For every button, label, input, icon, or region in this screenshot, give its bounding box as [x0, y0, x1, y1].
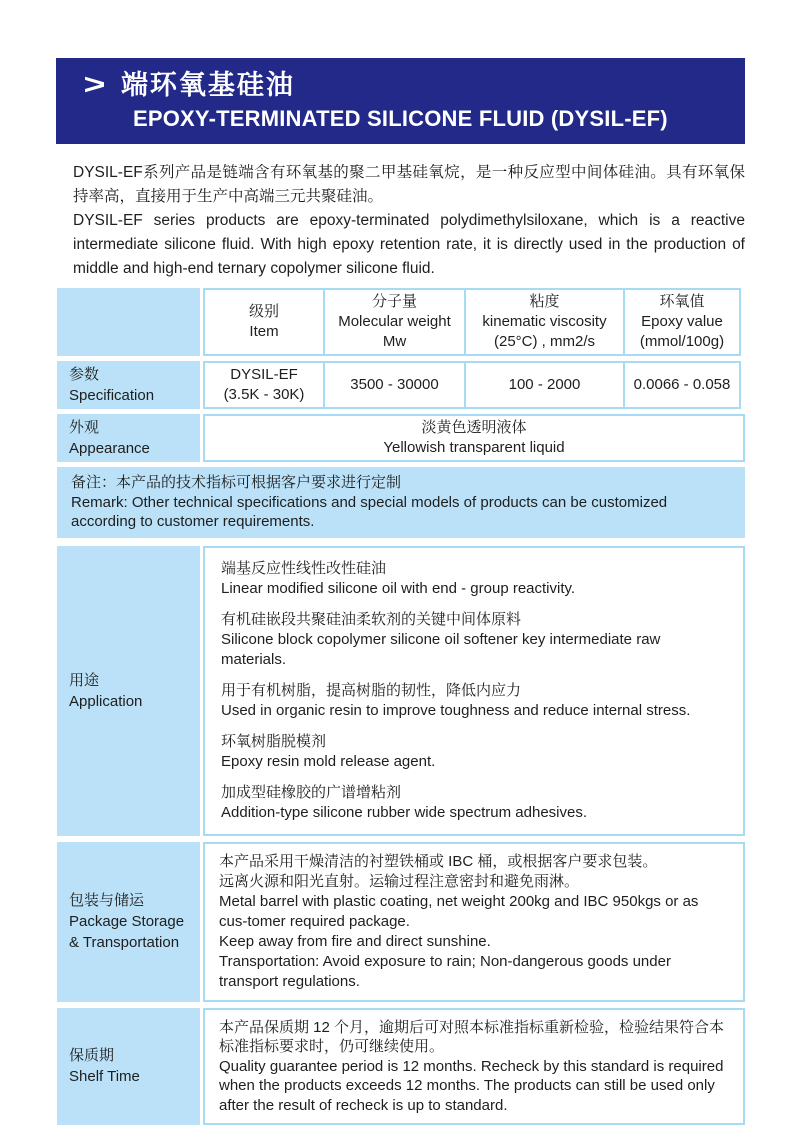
specification-table — [57, 288, 745, 1125]
package-line-en: Keep away from fire and direct sunshine. — [219, 932, 491, 952]
col-header-epoxy-value — [623, 288, 741, 356]
appearance-value-zh: 淡黄色透明液体 — [421, 418, 526, 438]
row-label-specification — [57, 361, 200, 409]
spec-viscosity-cell — [464, 361, 625, 409]
application-row — [57, 546, 745, 836]
col-header-mw-sub: Mw — [383, 332, 406, 352]
intro-paragraph-en: DYSIL-EF series products are epoxy-terminated polydimethylsiloxane, which is a reactive intermediate silicone fluid. With high epoxy retention rate, it is directly used in the production of middle and high-end ternary copolymer silicone fluid. — [73, 209, 745, 281]
package-content-cell — [203, 842, 745, 1002]
col-header-epoxy-en: Epoxy value — [641, 312, 723, 332]
col-header-viscosity-zh: 粘度 — [529, 292, 559, 312]
row-label-specification-en: Specification — [69, 385, 194, 406]
shelf-time-row — [57, 1008, 745, 1125]
application-item-en: Addition-type silicone rubber wide spectrum adhesives. — [221, 803, 587, 823]
application-item-en: Silicone block copolymer silicone oil softener key intermediate raw materials. — [221, 630, 727, 670]
datasheet-page — [0, 58, 800, 1115]
application-item-zh: 加成型硅橡胶的广谱增粘剂 — [221, 783, 587, 803]
product-title-en: EPOXY-TERMINATED SILICONE FLUID (DYSIL-EF) — [133, 104, 725, 134]
spec-mw-cell — [323, 361, 466, 409]
appearance-row — [57, 414, 745, 462]
package-line-zh: 本产品采用干燥清洁的衬塑铁桶或 IBC 桶，或根据客户要求包装。 — [219, 852, 657, 872]
col-header-mw-zh: 分子量 — [372, 292, 417, 312]
col-header-epoxy-zh: 环氧值 — [659, 292, 704, 312]
application-item — [221, 783, 587, 823]
table-header-row — [57, 288, 745, 356]
package-storage-row — [57, 842, 745, 1002]
spec-item-name: DYSIL-EF — [230, 365, 298, 385]
application-content-cell — [203, 546, 745, 836]
package-line-en: Metal barrel with plastic coating, net weight 200kg and IBC 950kgs or as cus-tomer required package. — [219, 892, 729, 932]
row-label-shelf-zh: 保质期 — [69, 1045, 194, 1066]
application-item-en: Used in organic resin to improve toughness and reduce internal stress. — [221, 701, 690, 721]
package-line-zh: 远离火源和阳光直射。运输过程注意密封和避免雨淋。 — [219, 872, 579, 892]
application-item — [221, 559, 575, 599]
spec-epoxy-value: 0.0066 - 0.058 — [634, 375, 731, 395]
appearance-value-en: Yellowish transparent liquid — [383, 438, 564, 458]
application-item-zh: 环氧树脂脱模剂 — [221, 732, 435, 752]
row-label-appearance — [57, 414, 200, 462]
row-label-application — [57, 546, 200, 836]
row-label-appearance-en: Appearance — [69, 438, 194, 459]
spec-mw-value: 3500 - 30000 — [350, 375, 438, 395]
col-header-item-en: Item — [249, 322, 278, 342]
spec-item-cell — [203, 361, 325, 409]
application-item-en: Linear modified silicone oil with end - group reactivity. — [221, 579, 575, 599]
row-label-package-en2: & Transportation — [69, 932, 194, 953]
product-intro — [73, 161, 745, 281]
col-header-item — [203, 288, 325, 356]
row-label-application-en: Application — [69, 691, 194, 712]
remark-en: Remark: Other technical specifications and special models of products can be customized according to customer requirements. — [71, 493, 731, 532]
col-header-item-zh: 级别 — [249, 302, 279, 322]
row-label-package-en1: Package Storage — [69, 911, 194, 932]
banner-line-zh — [86, 67, 725, 103]
application-item-zh: 端基反应性线性改性硅油 — [221, 559, 575, 579]
appearance-value-cell — [203, 414, 745, 462]
spec-epoxy-cell — [623, 361, 741, 409]
product-title-zh: 端环氧基硅油 — [121, 67, 295, 103]
application-item — [221, 610, 727, 670]
shelf-content-cell — [203, 1008, 745, 1125]
col-header-epoxy-sub: (mmol/100g) — [640, 332, 724, 352]
application-item-zh: 有机硅嵌段共聚硅油柔软剂的关键中间体原料 — [221, 610, 727, 630]
row-label-appearance-zh: 外观 — [69, 417, 194, 438]
intro-paragraph-zh: DYSIL-EF系列产品是链端含有环氧基的聚二甲基硅氧烷，是一种反应型中间体硅油。具有环氧保持率高，直接用于生产中高端三元共聚硅油。 — [73, 161, 745, 209]
spec-item-range: (3.5K - 30K) — [224, 385, 305, 405]
specification-row — [57, 361, 745, 409]
row-label-package-zh: 包装与储运 — [69, 890, 194, 911]
shelf-text-en: Quality guarantee period is 12 months. Recheck by this standard is required when the products exceeds 12 months. The products can still be used only after the result of recheck is up to standard. — [219, 1057, 729, 1116]
col-header-viscosity-sub: (25°C) , mm2/s — [494, 332, 595, 352]
shelf-text-zh: 本产品保质期 12 个月，逾期后可对照本标准指标重新检验，检验结果符合本标准指标要求时，仍可继续使用。 — [219, 1018, 729, 1057]
row-label-package — [57, 842, 200, 1002]
col-header-viscosity-en: kinematic viscosity — [482, 312, 606, 332]
application-item-zh: 用于有机树脂，提高树脂的韧性，降低内应力 — [221, 681, 690, 701]
row-label-shelf-en: Shelf Time — [69, 1066, 194, 1087]
header-blank-cell — [57, 288, 200, 356]
application-item — [221, 681, 690, 721]
product-title-banner — [56, 58, 745, 144]
remark-row — [57, 467, 745, 538]
application-item — [221, 732, 435, 772]
application-item-en: Epoxy resin mold release agent. — [221, 752, 435, 772]
remark-zh: 备注：本产品的技术指标可根据客户要求进行定制 — [71, 473, 731, 493]
chevron-right-icon: > — [83, 67, 105, 103]
col-header-molecular-weight — [323, 288, 466, 356]
col-header-mw-en: Molecular weight — [338, 312, 451, 332]
row-label-shelf-time — [57, 1008, 200, 1125]
spec-viscosity-value: 100 - 2000 — [509, 375, 581, 395]
package-line-en: Transportation: Avoid exposure to rain; Non-dangerous goods under transport regulations. — [219, 952, 729, 992]
row-label-application-zh: 用途 — [69, 670, 194, 691]
col-header-viscosity — [464, 288, 625, 356]
row-label-specification-zh: 参数 — [69, 364, 194, 385]
